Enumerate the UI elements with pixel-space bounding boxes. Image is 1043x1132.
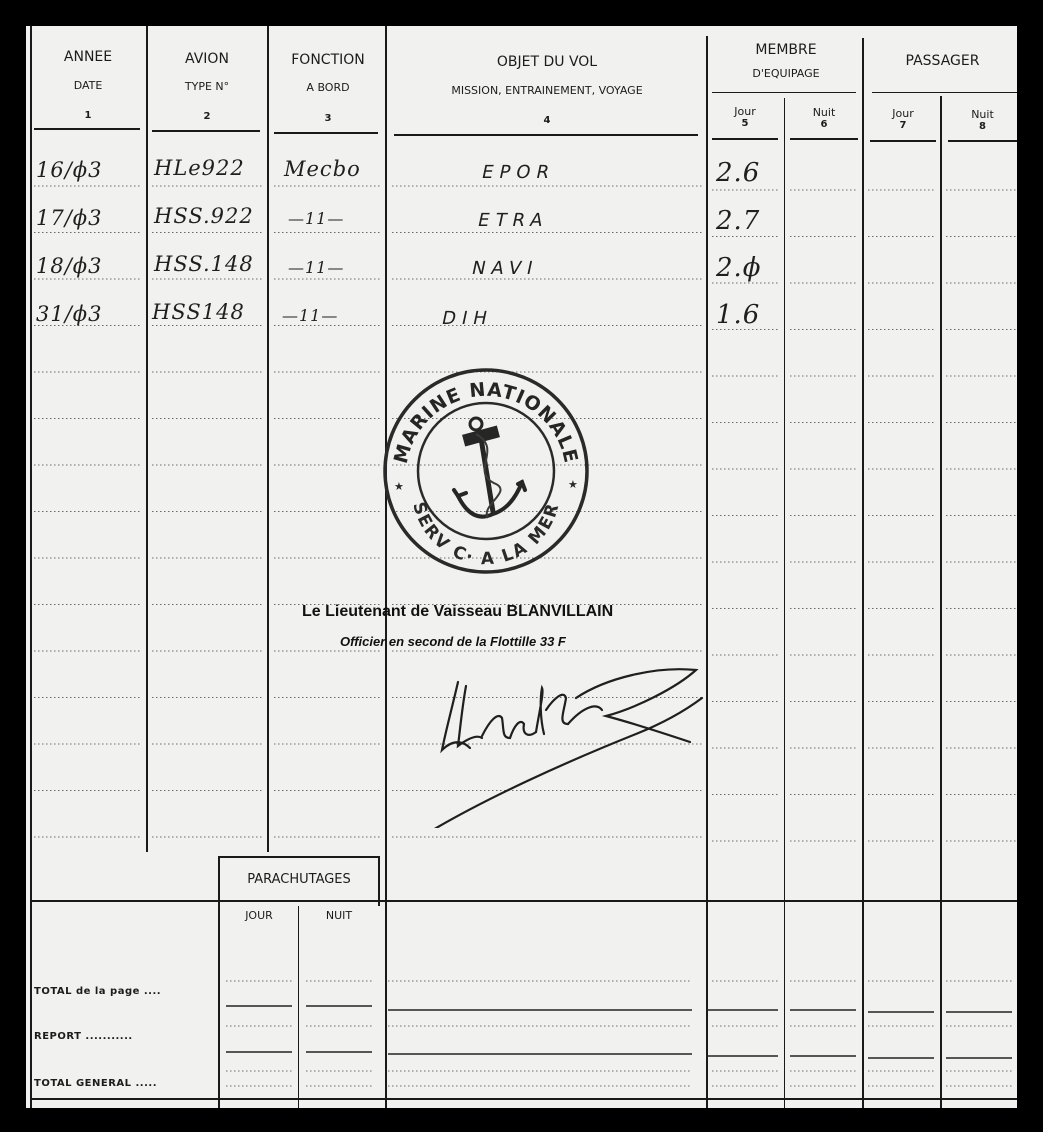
entry-avion: HSS148 (152, 300, 245, 324)
header-num-5: 5 (741, 118, 749, 129)
entry-objet: EPOR (479, 162, 558, 183)
report-label: REPORT ........... (34, 1031, 133, 1042)
header-jour-7: Jour (892, 107, 914, 120)
header-passager: PASSAGER (905, 53, 980, 69)
stamp-bottom-text: SERV C· A LA MER (408, 499, 564, 570)
entry-fonction: —11— (282, 306, 339, 325)
entry-jour: 2.7 (716, 206, 761, 236)
parachutages-jour: JOUR (245, 909, 273, 922)
header-a-bord: A BORD (306, 81, 350, 94)
entry-fonction: —11— (288, 258, 345, 277)
entry-avion: HLe922 (154, 156, 245, 180)
entry-jour: 2.ϕ (716, 253, 762, 283)
entry-objet: DIH (439, 308, 495, 329)
header-nuit-6: Nuit (812, 106, 836, 119)
svg-text:★: ★ (394, 480, 404, 493)
svg-text:★: ★ (568, 478, 578, 491)
header-num-1: 1 (84, 110, 92, 121)
entry-objet: ETRA (475, 210, 551, 231)
logbook-page (26, 26, 1017, 1108)
stamp-top-text: MARINE NATIONALE (389, 378, 583, 466)
header-avion: AVION (185, 51, 229, 67)
header-type: TYPE N° (184, 80, 230, 93)
signatory-role: Officier en second de la Flottille 33 F (340, 634, 566, 649)
entry-jour: 2.6 (716, 158, 761, 188)
header-date: DATE (73, 79, 103, 92)
parachutages-title: PARACHUTAGES (247, 872, 351, 887)
header-num-6: 6 (820, 119, 828, 130)
total-page-label: TOTAL de la page .... (34, 986, 162, 997)
header-objet-du-vol: OBJET DU VOL (496, 54, 598, 70)
entry-jour: 1.6 (716, 300, 761, 330)
header-mission: MISSION, ENTRAINEMENT, VOYAGE (451, 84, 643, 97)
entry-date: 18/ϕ3 (36, 254, 103, 278)
header-equipage: D'EQUIPAGE (752, 67, 820, 80)
header-num-8: 8 (979, 121, 986, 132)
header-jour-5: Jour (734, 105, 756, 118)
entry-date: 17/ϕ3 (36, 206, 103, 230)
header-nuit-8: Nuit (971, 108, 994, 121)
header-num-4: 4 (543, 115, 551, 126)
entry-avion: HSS.148 (154, 252, 254, 276)
header-fonction: FONCTION (291, 52, 365, 68)
header-membre: MEMBRE (755, 42, 817, 58)
total-general-label: TOTAL GENERAL ..... (34, 1078, 157, 1089)
entry-date: 31/ϕ3 (36, 302, 103, 326)
entry-fonction: —11— (288, 209, 345, 228)
header-annee: ANNEE (63, 49, 113, 65)
signatory-title: Le Lieutenant de Vaisseau BLANVILLAIN (302, 603, 614, 620)
entry-fonction: Mecbo (284, 157, 361, 181)
header-num-7: 7 (899, 120, 907, 131)
entry-avion: HSS.922 (154, 204, 254, 228)
entry-date: 16/ϕ3 (36, 158, 103, 182)
parachutages-nuit: NUIT (325, 909, 353, 922)
totals-rules (26, 26, 1017, 1108)
header-num-3: 3 (324, 113, 332, 124)
header-num-2: 2 (203, 111, 211, 122)
entry-objet: NAVI (469, 258, 541, 279)
